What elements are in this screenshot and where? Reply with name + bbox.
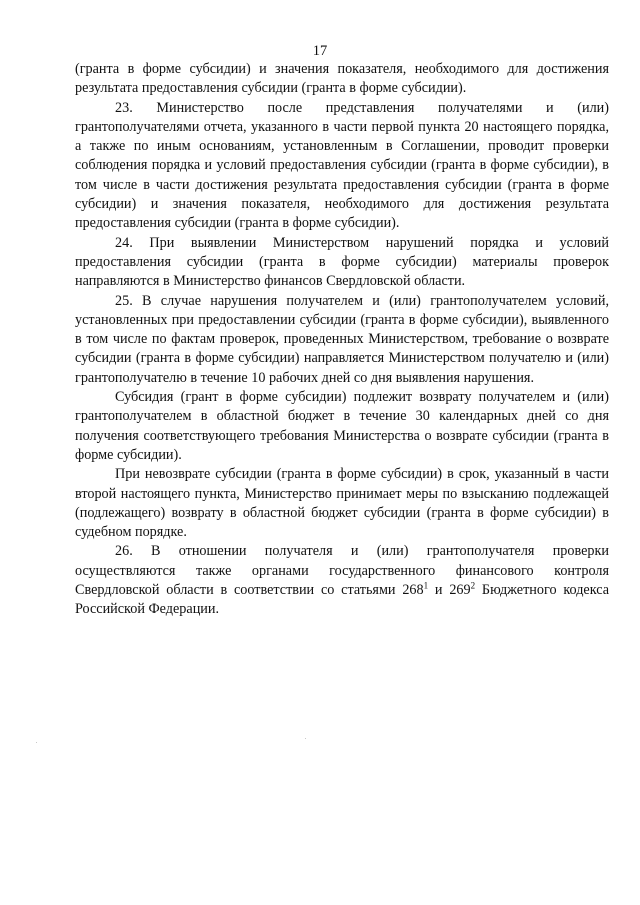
paragraph-24: 24. При выявлении Министерством нарушений порядка и условий предоставления субсидии (гранта в форме субсидии) материалы проверок направляются в Министерство финансов Свердловской области. xyxy=(75,234,609,290)
paragraph-26-text-end: Бюджетного кодекса Российской Федерации. xyxy=(75,582,610,618)
scan-speck xyxy=(36,742,37,743)
paragraph-25: 25. В случае нарушения получателем и (или) грантополучателем условий, установленных при предоставлении субсидии (гранта в форме субсидии), выявленного в том числе по фактам проверок, проведенных Министерством, требование о возврате субсидии (гранта в форме субсидии) направляется Министерством получателю и (или) грантополучателю в течение 10 рабочих дней со дня выявления нарушения. xyxy=(75,292,609,386)
paragraph-continuation: (гранта в форме субсидии) и значения показателя, необходимого для достижения результата предоставления субсидии (гранта в форме субсидии). xyxy=(75,61,609,97)
document-body xyxy=(75,60,609,620)
scan-speck xyxy=(305,738,306,739)
paragraph-25-part-3: При невозврате субсидии (гранта в форме субсидии) в срок, указанный в части второй настоящего пункта, Министерство принимает меры по взысканию подлежащей (подлежащего) возврату в областной бюджет субсидии (гранта в форме субсидии) в судебном порядке. xyxy=(75,466,609,541)
paragraph-26-text-middle: и 269 xyxy=(428,582,471,599)
paragraph-26-text-start: 26. В отношении получателя и (или) грантополучателя проверки осуществляются также органами государственного финансового контроля Свердловской области в соответствии со статьями 268 xyxy=(75,543,609,599)
paragraph-23: 23. Министерство после представления получателями и (или) грантополучателями отчета, указанного в части первой пункта 20 настоящего порядка, а также по иным основаниям, установленным в Соглашении, проводит проверки соблюдения порядка и условий предоставления субсидии (гранта в форме субсидии), в том числе в части достижения результата предоставления субсидии (гранта в форме субсидии) и значения показателя, необходимого для достижения результата предоставления субсидии (гранта в форме субсидии). xyxy=(75,99,609,232)
page-number: 17 xyxy=(312,43,328,59)
paragraph-26 xyxy=(75,542,609,619)
superscript-1: 1 xyxy=(423,580,429,591)
superscript-2: 2 xyxy=(470,580,476,591)
paragraph-25-part-2: Субсидия (грант в форме субсидии) подлежит возврату получателем и (или) грантополучателем в областной бюджет в течение 30 календарных дней со дня получения соответствующего требования Министерства о возврате субсидии (гранта в форме субсидии). xyxy=(75,389,609,463)
